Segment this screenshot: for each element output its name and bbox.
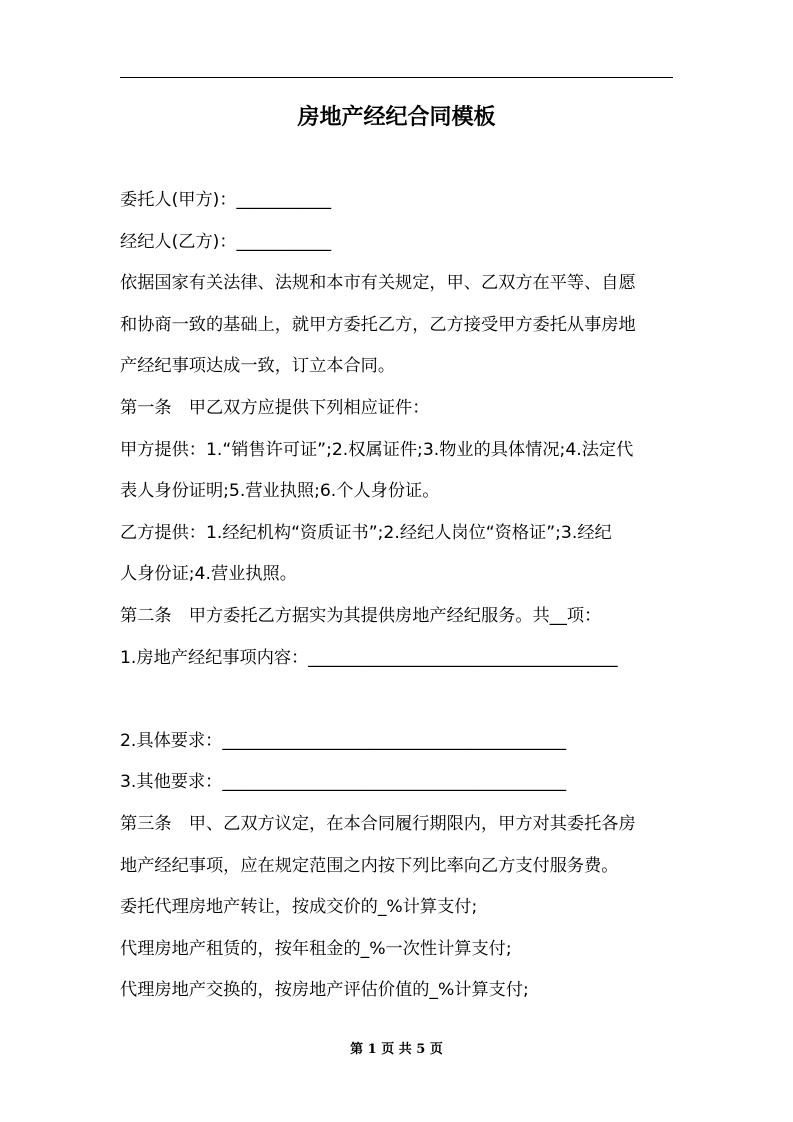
party-a-docs-line-1: 甲方提供：1.“销售许可证”;2.权属证件;3.物业的具体情况;4.法定代 xyxy=(120,439,634,460)
party-b-docs-line-2: 人身份证;4.营业执照。 xyxy=(120,564,297,585)
article-3-line-1: 第三条 甲、乙双方议定，在本合同履行期限内，甲方对其委托各房 xyxy=(120,813,636,834)
article-3-line-2: 地产经纪事项，应在规定范围之内按下列比率向乙方支付服务费。 xyxy=(120,855,619,876)
party-a-docs-line-2: 表人身份证明;5.营业执照;6.个人身份证。 xyxy=(120,481,440,502)
preamble-line-3: 产经纪事项达成一致，订立本合同。 xyxy=(120,356,396,377)
fee-lease-line: 代理房地产租赁的，按年租金的_%一次性计算支付; xyxy=(120,938,512,959)
article-1-heading: 第一条 甲乙双方应提供下列相应证件： xyxy=(120,397,430,418)
other-requirements-line: 3.其他要求：________________________________________ xyxy=(120,772,567,793)
document-body xyxy=(120,180,673,1012)
blank-gap xyxy=(120,679,673,721)
preamble-line-2: 和协商一致的基础上，就甲方委托乙方，乙方接受甲方委托从事房地 xyxy=(120,314,636,335)
document-title: 房地产经纪合同模板 xyxy=(297,105,496,130)
service-content-line: 1.房地产经纪事项内容：____________________________________ xyxy=(120,647,618,668)
page-number: 第 1 页 共 5 页 xyxy=(350,1042,443,1057)
specific-requirements-line: 2.具体要求：________________________________________ xyxy=(120,730,567,751)
party-b-docs-line-1: 乙方提供：1.经纪机构“资质证书”;2.经纪人岗位“资格证”;3.经纪 xyxy=(120,522,612,543)
article-2-heading: 第二条 甲方委托乙方据实为其提供房地产经纪服务。共__项： xyxy=(120,605,602,626)
fee-transfer-line: 委托代理房地产转让，按成交价的_%计算支付; xyxy=(120,897,478,918)
header-rule xyxy=(120,77,673,78)
fee-exchange-line: 代理房地产交换的，按房地产评估价值的_%计算支付; xyxy=(120,980,529,1001)
party-a-line: 委托人(甲方)：___________ xyxy=(120,190,332,210)
preamble-line-1: 依据国家有关法律、法规和本市有关规定，甲、乙双方在平等、自愿 xyxy=(120,273,636,294)
party-b-line: 经纪人(乙方)：___________ xyxy=(120,231,332,252)
